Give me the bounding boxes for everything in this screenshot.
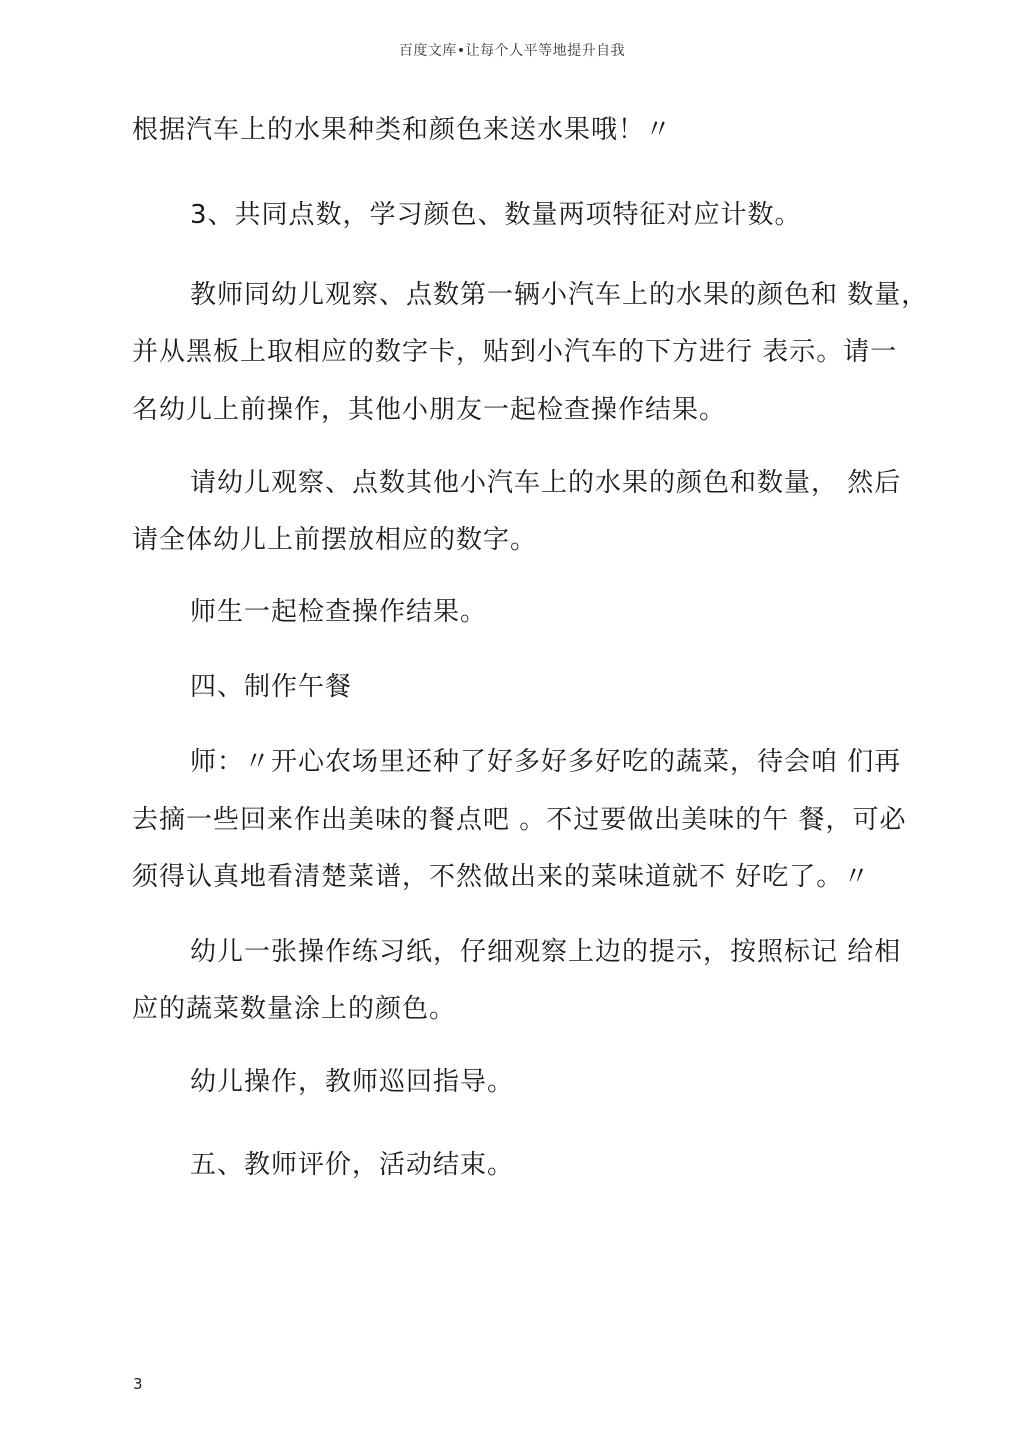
text-line: 须得认真地看清楚菜谱，不然做出来的菜味道就不 好吃了。〃: [132, 862, 871, 892]
section-heading: 五、教师评价，活动结束。: [190, 1150, 515, 1180]
text-line: 3、共同点数，学习颜色、数量两项特征对应计数。: [190, 200, 802, 230]
text-line: 幼儿操作，教师巡回指导。: [190, 1067, 515, 1097]
text-line: 师：〃开心农场里还种了好多好多好吃的蔬菜，待会咱 们再: [190, 747, 902, 777]
text-line: 请全体幼儿上前摆放相应的数字。: [132, 525, 538, 555]
text-line: 请幼儿观察、点数其他小汽车上的水果的颜色和数量， 然后: [190, 468, 902, 498]
text-line: 师生一起检查操作结果。: [190, 597, 488, 627]
section-heading: 四、制作午餐: [190, 672, 353, 702]
page-number: 3: [133, 1375, 143, 1393]
text-line: 教师同幼儿观察、点数第一辆小汽车上的水果的颜色和 数量，: [190, 280, 929, 310]
text-line: 幼儿一张操作练习纸，仔细观察上边的提示，按照标记 给相: [190, 937, 902, 967]
page-header: 百度文库•让每个人平等地提升自我: [398, 43, 626, 59]
text-line: 根据汽车上的水果种类和颜色来送水果哦！〃: [132, 115, 673, 145]
text-line: 应的蔬菜数量涂上的颜色。: [132, 994, 457, 1024]
text-line: 并从黑板上取相应的数字卡，贴到小汽车的下方进行 表示。请一: [132, 337, 898, 367]
text-line: 去摘一些回来作出美味的餐点吧 。不过要做出美味的午 餐，可必: [132, 805, 907, 835]
text-line: 名幼儿上前操作，其他小朋友一起检查操作结果。: [132, 395, 727, 425]
